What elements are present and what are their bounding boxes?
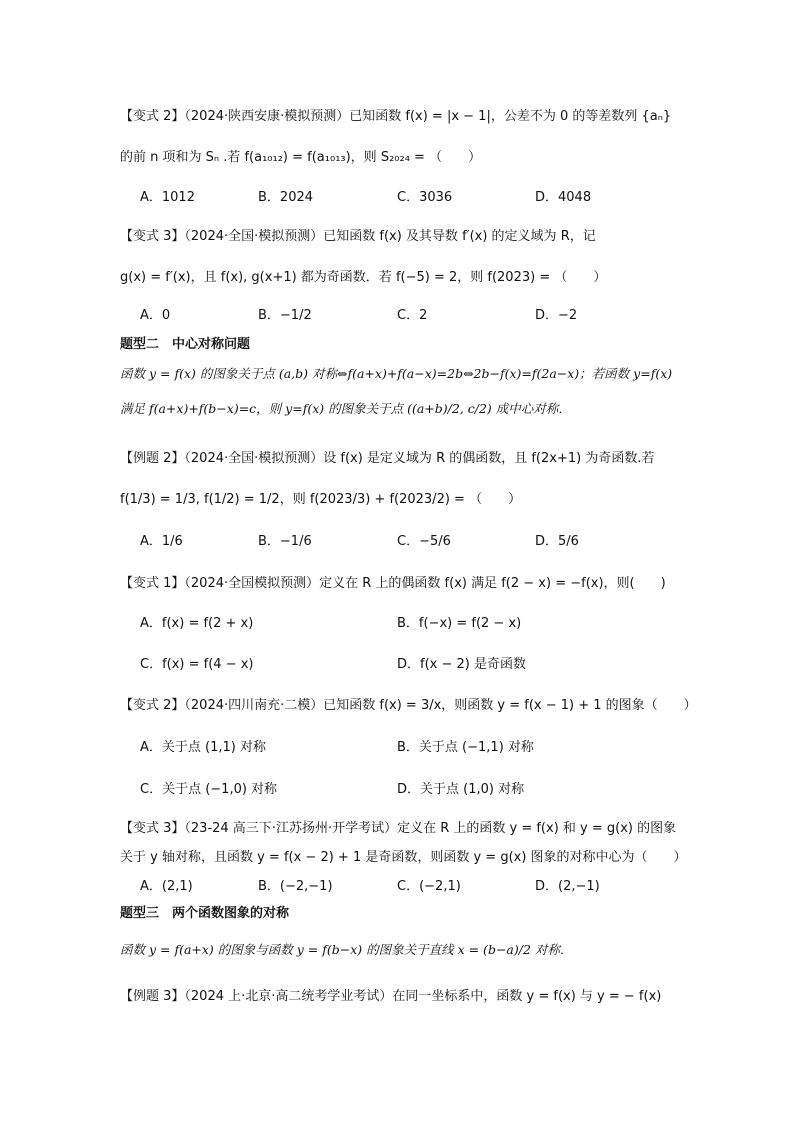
concept-note: 满足 f(a+x)+f(b−x)=c，则 y=f(x) 的图象关于点 ((a+b)/2, c/2) 成中心对称．: [120, 401, 571, 416]
answer-option: C．2: [397, 308, 428, 323]
question-text: 【变式 3】（2024·全国·模拟预测）已知函数 f(x) 及其导数 f′(x) 的定义域为 R，记: [120, 229, 596, 244]
answer-option: A．0: [140, 308, 171, 323]
answer-option: A．1/6: [140, 534, 183, 549]
question-text: 的前 n 项和为 Sₙ .若 f(a₁₀₁₂) = f(a₁₀₁₃)，则 S₂₀₂₄ = （ ）: [120, 150, 482, 165]
answer-option: D．5/6: [535, 534, 579, 549]
answer-option: B．(−2,−1): [258, 879, 333, 894]
answer-option: C．−5/6: [397, 534, 451, 549]
concept-note: 函数 y = f(a+x) 的图象与函数 y = f(b−x) 的图象关于直线 x = (b−a)/2 对称．: [120, 942, 573, 957]
answer-option: C．3036: [397, 190, 453, 205]
question-text: 【例题 3】（2024 上·北京·高二统考学业考试）在同一坐标系中，函数 y = f(x) 与 y = − f(x): [120, 989, 662, 1004]
answer-option: D．−2: [535, 308, 578, 323]
section-heading: 题型二 中心对称问题: [120, 337, 251, 352]
answer-option: C．关于点 (−1,0) 对称: [140, 782, 278, 797]
answer-option: D．4048: [535, 190, 592, 205]
question-text: g(x) = f′(x)，且 f(x), g(x+1) 都为奇函数．若 f(−5) = 2，则 f(2023) = （ ）: [120, 270, 607, 285]
question-text: 【变式 2】（2024·四川南充·二模）已知函数 f(x) = 3/x，则函数 y = f(x − 1) + 1 的图象（ ）: [120, 698, 697, 713]
question-text: 【变式 1】（2024·全国模拟预测）定义在 R 上的偶函数 f(x) 满足 f(2 − x) = −f(x)，则( ): [120, 576, 666, 591]
section-heading: 题型三 两个函数图象的对称: [120, 906, 290, 921]
answer-option: A．关于点 (1,1) 对称: [140, 740, 266, 755]
question-text: 【变式 2】（2024·陕西安康·模拟预测）已知函数 f(x) = |x − 1|，公差不为 0 的等差数列 {aₙ}: [120, 109, 672, 124]
answer-option: D．关于点 (1,0) 对称: [397, 782, 525, 797]
answer-option: B．2024: [258, 190, 314, 205]
concept-note: 函数 y = f(x) 的图象关于点 (a,b) 对称⇔f(a+x)+f(a−x)=2b⇔2b−f(x)=f(2a−x)；若函数 y=f(x): [120, 366, 673, 381]
question-text: 【变式 3】（23-24 高三下·江苏扬州·开学考试）定义在 R 上的函数 y = f(x) 和 y = g(x) 的图象: [120, 821, 677, 836]
answer-option: B．−1/2: [258, 308, 312, 323]
answer-option: B．f(−x) = f(2 − x): [397, 616, 522, 631]
answer-option: A．1012: [140, 190, 195, 205]
question-text: 关于 y 轴对称，且函数 y = f(x − 2) + 1 是奇函数，则函数 y = g(x) 图象的对称中心为（ ）: [120, 850, 687, 865]
answer-option: B．关于点 (−1,1) 对称: [397, 740, 534, 755]
question-text: 【例题 2】（2024·全国·模拟预测）设 f(x) 是定义域为 R 的偶函数，且 f(2x+1) 为奇函数.若: [120, 451, 655, 466]
answer-option: B．−1/6: [258, 534, 312, 549]
answer-option: A．f(x) = f(2 + x): [140, 616, 254, 631]
question-text: f(1/3) = 1/3, f(1/2) = 1/2，则 f(2023/3) + f(2023/2) = （ ）: [120, 492, 522, 507]
answer-option: A．(2,1): [140, 879, 193, 894]
answer-option: D．f(x − 2) 是奇函数: [397, 657, 526, 672]
answer-option: D．(2,−1): [535, 879, 600, 894]
answer-option: C．(−2,1): [397, 879, 461, 894]
answer-option: C．f(x) = f(4 − x): [140, 657, 254, 672]
